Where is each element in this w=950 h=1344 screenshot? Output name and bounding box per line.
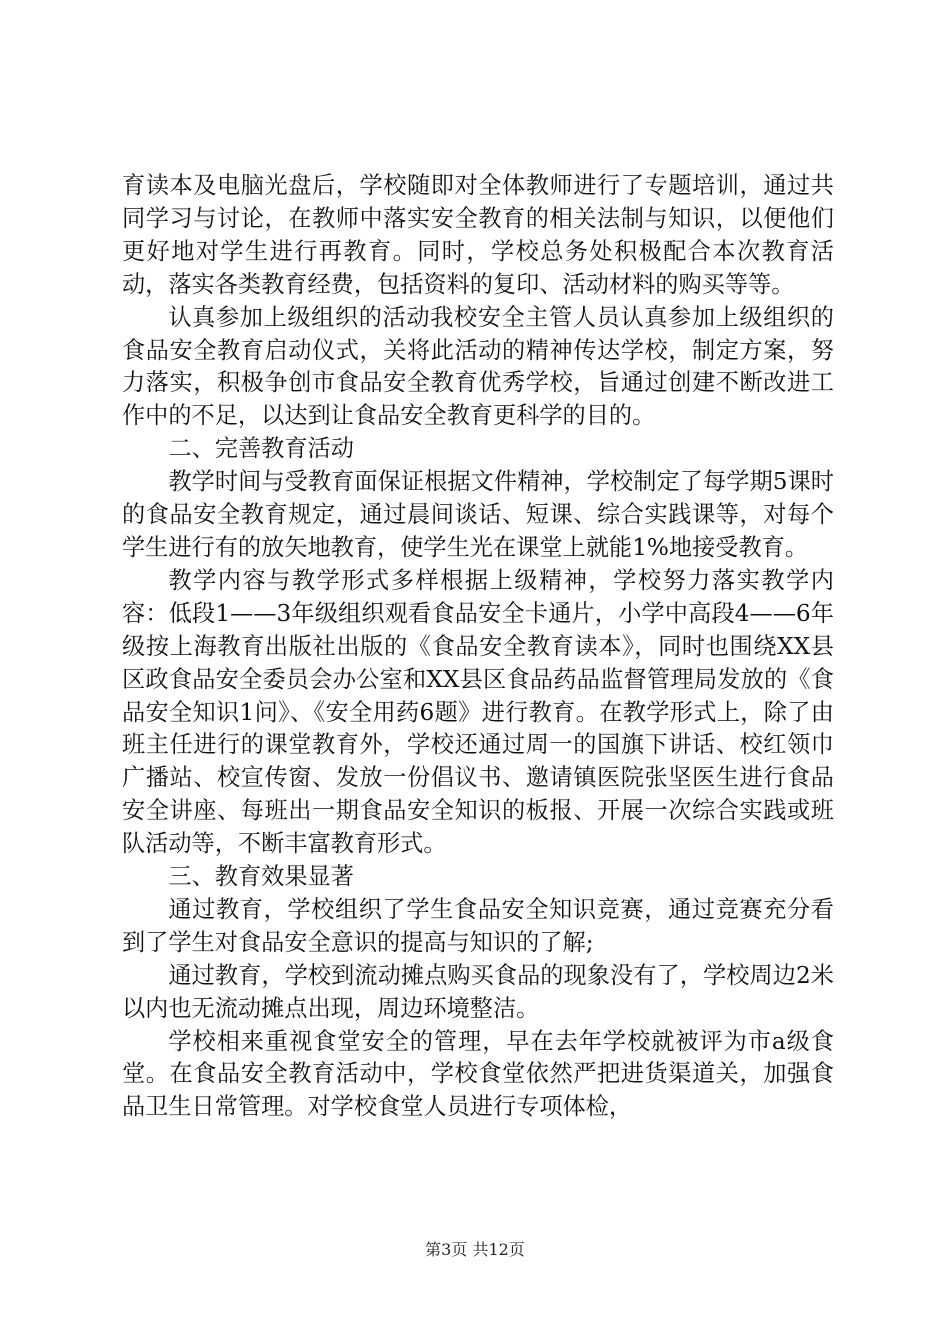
paragraph: 通过教育，学校组织了学生食品安全知识竞赛，通过竞赛充分看到了学生对食品安全意识的提高与知识的了解; <box>122 895 834 956</box>
document-body <box>122 170 834 1124</box>
section-heading: 二、完善教育活动 <box>168 435 354 463</box>
paragraph: 通过教育，学校到流动摊点购买食品的现象没有了，学校周边2米以内也无流动摊点出现，周边环境整洁。 <box>122 961 834 1022</box>
paragraph: 认真参加上级组织的活动我校安全主管人员认真参加上级组织的食品安全教育启动仪式，关将此活动的精神传达学校，制定方案，努力落实，积极争创市食品安全教育优秀学校，旨通过创建不断改进工作中的不足，以达到让食品安全教育更科学的目的。 <box>122 303 834 430</box>
page-footer: 第3页 共12页 <box>425 1240 525 1259</box>
paragraph: 育读本及电脑光盘后，学校随即对全体教师进行了专题培训，通过共同学习与讨论，在教师中落实安全教育的相关法制与知识，以便他们更好地对学生进行再教育。同时，学校总务处积极配合本次教育活动，落实各类教育经费，包括资料的复印、活动材料的购买等等。 <box>122 172 834 298</box>
paragraph: 教学时间与受教育面保证根据文件精神，学校制定了每学期5课时的食品安全教育规定，通过晨间谈话、短课、综合实践课等，对每个学生进行有的放矢地教育，使学生光在课堂上就能1%地接受教育。 <box>122 468 834 561</box>
paragraph: 学校相来重视食堂安全的管理，早在去年学校就被评为市a级食堂。在食品安全教育活动中，学校食堂依然严把进货渠道关，加强食品卫生日常管理。对学校食堂人员进行专项体检， <box>122 1027 834 1121</box>
section-heading: 三、教育效果显著 <box>168 863 354 891</box>
paragraph: 教学内容与教学形式多样根据上级精神，学校努力落实教学内容：低段1——3年级组织观看食品安全卡通片，小学中高段4——6年级按上海教育出版社出版的《食品安全教育读本》，同时也围绕XX县区政食品安全委员会办公室和XX县区食品药品监督管理局发放的《食品安全知识1问》、《安全用药6题》进行教育。在教学形式上，除了由班主任进行的课堂教育外，学校还通过周一的国旗下讲话、校红领巾广播站、校宣传窗、发放一份倡议书、邀请镇医院张坚医生进行食品安全讲座、每班出一期食品安全知识的板报、开展一次综合实践或班队活动等，不断丰富教育形式。 <box>122 566 834 858</box>
